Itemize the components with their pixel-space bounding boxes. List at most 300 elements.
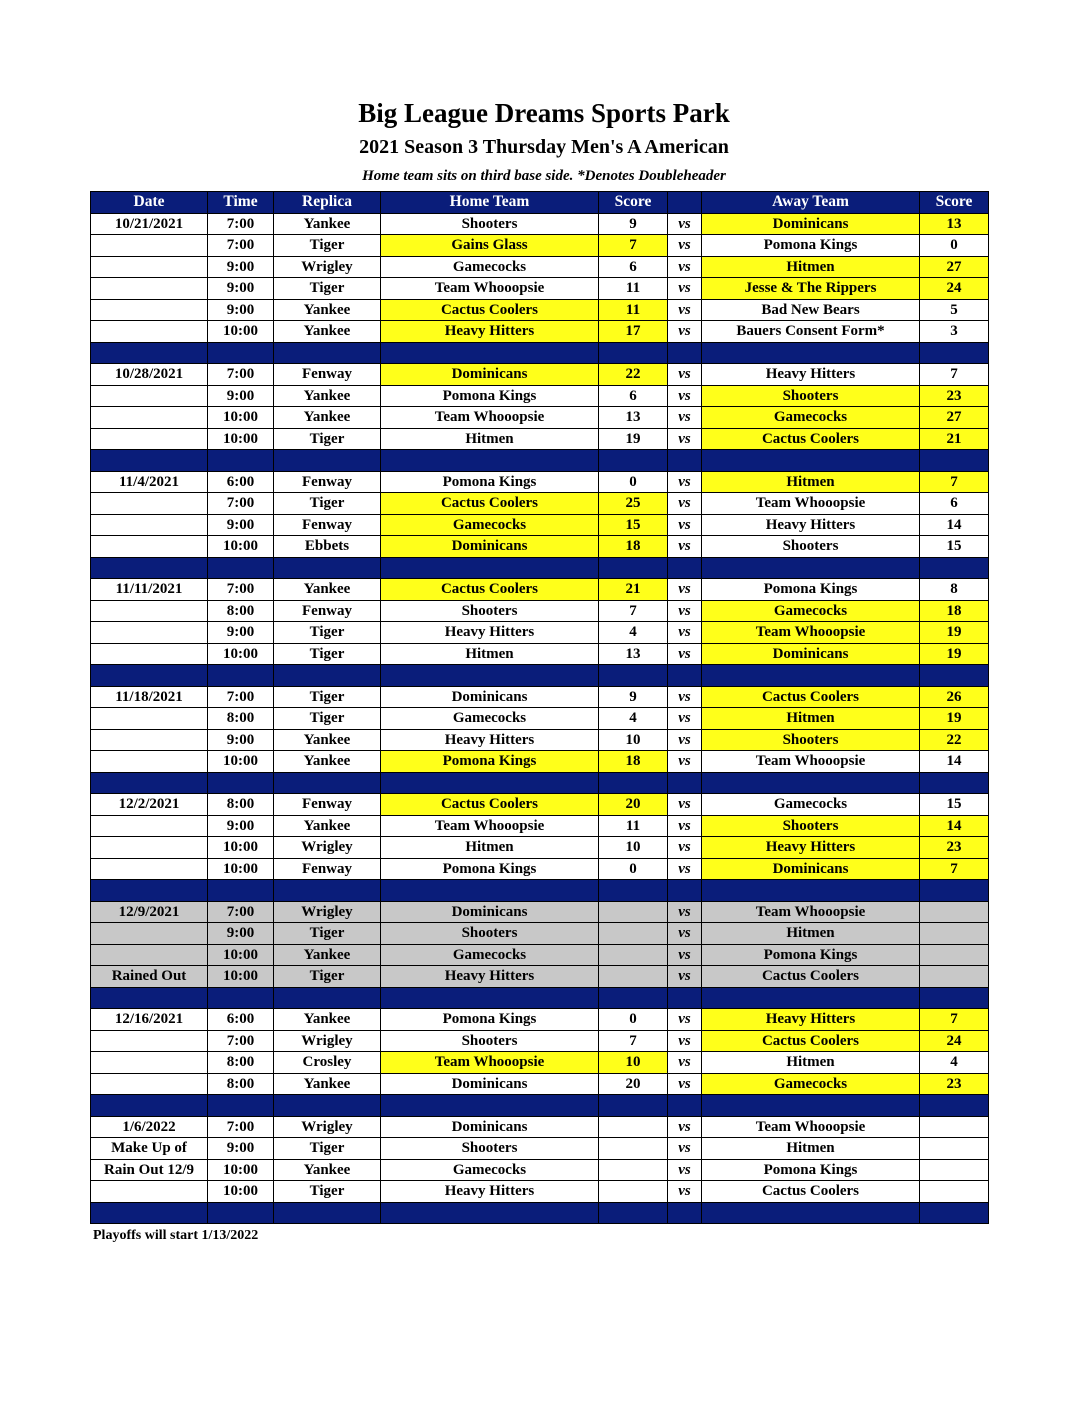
- home-team-cell: Pomona Kings: [381, 385, 599, 407]
- home-team-cell: Dominicans: [381, 536, 599, 558]
- time-cell: 9:00: [208, 278, 274, 300]
- date-cell: 12/2/2021: [91, 794, 208, 816]
- replica-cell: Wrigley: [274, 901, 381, 923]
- time-cell: 8:00: [208, 708, 274, 730]
- date-cell: 11/18/2021: [91, 686, 208, 708]
- home-team-cell: Gamecocks: [381, 944, 599, 966]
- home-team-cell: Cactus Coolers: [381, 299, 599, 321]
- home-team-cell: Pomona Kings: [381, 751, 599, 773]
- replica-cell: Fenway: [274, 514, 381, 536]
- replica-cell: Tiger: [274, 428, 381, 450]
- date-cell: [91, 1030, 208, 1052]
- date-cell: [91, 278, 208, 300]
- away-team-cell: Dominicans: [702, 643, 920, 665]
- date-cell: 11/11/2021: [91, 579, 208, 601]
- date-cell: [91, 407, 208, 429]
- away-team-cell: Team Whooopsie: [702, 901, 920, 923]
- date-cell: [91, 600, 208, 622]
- date-cell: [91, 256, 208, 278]
- home-score-cell: 10: [599, 729, 668, 751]
- separator-cell: [274, 987, 381, 1009]
- table-row: [91, 299, 989, 321]
- date-cell: 1/6/2022: [91, 1116, 208, 1138]
- home-score-cell: 25: [599, 493, 668, 515]
- away-team-cell: Hitmen: [702, 708, 920, 730]
- home-team-cell: Cactus Coolers: [381, 493, 599, 515]
- table-row: [91, 686, 989, 708]
- vs-label: vs: [668, 966, 702, 988]
- replica-cell: Tiger: [274, 235, 381, 257]
- replica-cell: Tiger: [274, 1181, 381, 1203]
- replica-cell: Yankee: [274, 944, 381, 966]
- time-cell: 6:00: [208, 471, 274, 493]
- time-cell: 10:00: [208, 944, 274, 966]
- separator-cell: [208, 987, 274, 1009]
- vs-label: vs: [668, 428, 702, 450]
- separator-cell: [91, 557, 208, 579]
- away-score-cell: 7: [920, 858, 989, 880]
- home-team-cell: Cactus Coolers: [381, 794, 599, 816]
- col-header-replica: Replica: [274, 192, 381, 214]
- separator-cell: [702, 1202, 920, 1224]
- home-score-cell: [599, 966, 668, 988]
- vs-label: vs: [668, 235, 702, 257]
- replica-cell: Yankee: [274, 213, 381, 235]
- home-score-cell: [599, 923, 668, 945]
- separator-cell: [920, 557, 989, 579]
- away-score-cell: 19: [920, 622, 989, 644]
- separator-cell: [274, 1095, 381, 1117]
- separator-cell: [920, 665, 989, 687]
- vs-label: vs: [668, 923, 702, 945]
- schedule-table: [90, 191, 989, 1224]
- table-row: [91, 966, 989, 988]
- replica-cell: Fenway: [274, 364, 381, 386]
- vs-label: vs: [668, 407, 702, 429]
- away-score-cell: 7: [920, 364, 989, 386]
- home-team-cell: Dominicans: [381, 364, 599, 386]
- away-score-cell: 21: [920, 428, 989, 450]
- separator-cell: [702, 665, 920, 687]
- table-row: [91, 235, 989, 257]
- table-row: [91, 213, 989, 235]
- separator-cell: [920, 1202, 989, 1224]
- replica-cell: Wrigley: [274, 1030, 381, 1052]
- col-header-home-score: Score: [599, 192, 668, 214]
- home-team-cell: Team Whooopsie: [381, 278, 599, 300]
- separator-cell: [91, 987, 208, 1009]
- vs-label: vs: [668, 385, 702, 407]
- separator-cell: [702, 342, 920, 364]
- away-team-cell: Cactus Coolers: [702, 1181, 920, 1203]
- replica-cell: Tiger: [274, 643, 381, 665]
- time-cell: 8:00: [208, 600, 274, 622]
- vs-label: vs: [668, 944, 702, 966]
- away-team-cell: Hitmen: [702, 923, 920, 945]
- separator-cell: [668, 880, 702, 902]
- replica-cell: Yankee: [274, 1073, 381, 1095]
- vs-label: vs: [668, 1181, 702, 1203]
- home-team-cell: Shooters: [381, 600, 599, 622]
- home-score-cell: 22: [599, 364, 668, 386]
- home-score-cell: 4: [599, 622, 668, 644]
- table-row: [91, 1073, 989, 1095]
- home-score-cell: 9: [599, 686, 668, 708]
- home-score-cell: 18: [599, 536, 668, 558]
- away-team-cell: Gamecocks: [702, 794, 920, 816]
- replica-cell: Yankee: [274, 385, 381, 407]
- away-team-cell: Cactus Coolers: [702, 686, 920, 708]
- table-header-row: [91, 192, 989, 214]
- away-score-cell: 14: [920, 751, 989, 773]
- date-cell: [91, 944, 208, 966]
- separator-cell: [668, 987, 702, 1009]
- time-cell: 9:00: [208, 815, 274, 837]
- separator-cell: [208, 1095, 274, 1117]
- time-cell: 10:00: [208, 321, 274, 343]
- table-row: [91, 858, 989, 880]
- away-team-cell: Heavy Hitters: [702, 1009, 920, 1031]
- away-team-cell: Pomona Kings: [702, 579, 920, 601]
- vs-label: vs: [668, 708, 702, 730]
- separator-cell: [381, 557, 599, 579]
- away-team-cell: Pomona Kings: [702, 944, 920, 966]
- vs-label: vs: [668, 1073, 702, 1095]
- home-team-cell: Gains Glass: [381, 235, 599, 257]
- separator-cell: [668, 1095, 702, 1117]
- vs-label: vs: [668, 686, 702, 708]
- away-score-cell: 0: [920, 235, 989, 257]
- table-row: [91, 622, 989, 644]
- replica-cell: Fenway: [274, 858, 381, 880]
- separator-cell: [599, 342, 668, 364]
- away-team-cell: Bad New Bears: [702, 299, 920, 321]
- table-row: [91, 923, 989, 945]
- time-cell: 10:00: [208, 643, 274, 665]
- away-score-cell: 23: [920, 837, 989, 859]
- home-team-cell: Dominicans: [381, 1073, 599, 1095]
- home-team-cell: Team Whooopsie: [381, 815, 599, 837]
- separator-cell: [599, 1095, 668, 1117]
- table-row: [91, 901, 989, 923]
- vs-label: vs: [668, 1159, 702, 1181]
- away-team-cell: Shooters: [702, 385, 920, 407]
- time-cell: 7:00: [208, 1116, 274, 1138]
- away-team-cell: Hitmen: [702, 471, 920, 493]
- table-row: [91, 1138, 989, 1160]
- away-team-cell: Heavy Hitters: [702, 837, 920, 859]
- away-team-cell: Team Whooopsie: [702, 493, 920, 515]
- separator-cell: [599, 880, 668, 902]
- separator-cell: [381, 1095, 599, 1117]
- away-score-cell: [920, 944, 989, 966]
- away-score-cell: 19: [920, 643, 989, 665]
- separator-cell: [920, 1095, 989, 1117]
- date-cell: 10/28/2021: [91, 364, 208, 386]
- page-subtitle: 2021 Season 3 Thursday Men's A American: [359, 136, 729, 158]
- date-cell: [91, 643, 208, 665]
- separator-cell: [702, 450, 920, 472]
- separator-cell: [208, 665, 274, 687]
- separator-row: [91, 1095, 989, 1117]
- replica-cell: Tiger: [274, 686, 381, 708]
- home-score-cell: 7: [599, 235, 668, 257]
- replica-cell: Wrigley: [274, 837, 381, 859]
- col-header-away-team: Away Team: [702, 192, 920, 214]
- away-score-cell: 14: [920, 514, 989, 536]
- date-cell: [91, 536, 208, 558]
- separator-cell: [381, 987, 599, 1009]
- home-team-cell: Gamecocks: [381, 514, 599, 536]
- home-team-cell: Hitmen: [381, 428, 599, 450]
- away-score-cell: 26: [920, 686, 989, 708]
- away-team-cell: Jesse & The Rippers: [702, 278, 920, 300]
- home-team-cell: Dominicans: [381, 686, 599, 708]
- vs-label: vs: [668, 536, 702, 558]
- vs-label: vs: [668, 858, 702, 880]
- vs-label: vs: [668, 364, 702, 386]
- vs-label: vs: [668, 278, 702, 300]
- table-row: [91, 493, 989, 515]
- away-score-cell: 4: [920, 1052, 989, 1074]
- time-cell: 8:00: [208, 1073, 274, 1095]
- replica-cell: Fenway: [274, 471, 381, 493]
- away-score-cell: 8: [920, 579, 989, 601]
- separator-row: [91, 880, 989, 902]
- col-header-time: Time: [208, 192, 274, 214]
- separator-cell: [599, 987, 668, 1009]
- away-team-cell: Heavy Hitters: [702, 364, 920, 386]
- schedule-body: [91, 213, 989, 1224]
- replica-cell: Wrigley: [274, 1116, 381, 1138]
- footer-note: Playoffs will start 1/13/2022: [93, 1228, 259, 1243]
- vs-label: vs: [668, 1052, 702, 1074]
- away-score-cell: 7: [920, 1009, 989, 1031]
- time-cell: 9:00: [208, 299, 274, 321]
- away-score-cell: 27: [920, 407, 989, 429]
- away-score-cell: [920, 966, 989, 988]
- date-cell: 12/9/2021: [91, 901, 208, 923]
- time-cell: 7:00: [208, 686, 274, 708]
- home-score-cell: 6: [599, 385, 668, 407]
- home-score-cell: 7: [599, 600, 668, 622]
- time-cell: 10:00: [208, 966, 274, 988]
- replica-cell: Tiger: [274, 622, 381, 644]
- replica-cell: Tiger: [274, 708, 381, 730]
- time-cell: 9:00: [208, 385, 274, 407]
- away-team-cell: Shooters: [702, 536, 920, 558]
- separator-cell: [208, 557, 274, 579]
- away-score-cell: [920, 1159, 989, 1181]
- separator-row: [91, 1202, 989, 1224]
- date-cell: [91, 1052, 208, 1074]
- vs-label: vs: [668, 815, 702, 837]
- replica-cell: Yankee: [274, 751, 381, 773]
- home-team-cell: Gamecocks: [381, 256, 599, 278]
- time-cell: 10:00: [208, 1159, 274, 1181]
- table-row: [91, 751, 989, 773]
- vs-label: vs: [668, 579, 702, 601]
- home-score-cell: [599, 1181, 668, 1203]
- table-row: [91, 471, 989, 493]
- home-team-cell: Pomona Kings: [381, 471, 599, 493]
- home-score-cell: 21: [599, 579, 668, 601]
- date-cell: [91, 858, 208, 880]
- away-team-cell: Gamecocks: [702, 407, 920, 429]
- replica-cell: Yankee: [274, 579, 381, 601]
- time-cell: 9:00: [208, 622, 274, 644]
- separator-cell: [668, 557, 702, 579]
- away-team-cell: Heavy Hitters: [702, 514, 920, 536]
- vs-label: vs: [668, 622, 702, 644]
- separator-row: [91, 665, 989, 687]
- home-score-cell: 17: [599, 321, 668, 343]
- separator-cell: [91, 342, 208, 364]
- home-score-cell: 19: [599, 428, 668, 450]
- away-team-cell: Hitmen: [702, 256, 920, 278]
- home-score-cell: 9: [599, 213, 668, 235]
- time-cell: 9:00: [208, 514, 274, 536]
- vs-label: vs: [668, 600, 702, 622]
- separator-cell: [668, 665, 702, 687]
- home-team-cell: Gamecocks: [381, 708, 599, 730]
- away-score-cell: 6: [920, 493, 989, 515]
- away-score-cell: 14: [920, 815, 989, 837]
- table-row: [91, 321, 989, 343]
- away-team-cell: Dominicans: [702, 213, 920, 235]
- table-row: [91, 815, 989, 837]
- date-cell: [91, 837, 208, 859]
- away-score-cell: [920, 1138, 989, 1160]
- home-score-cell: 15: [599, 514, 668, 536]
- table-row: [91, 385, 989, 407]
- home-score-cell: 11: [599, 299, 668, 321]
- away-score-cell: [920, 1116, 989, 1138]
- away-team-cell: Pomona Kings: [702, 235, 920, 257]
- date-cell: [91, 428, 208, 450]
- time-cell: 10:00: [208, 751, 274, 773]
- time-cell: 10:00: [208, 837, 274, 859]
- separator-cell: [91, 772, 208, 794]
- date-cell: [91, 729, 208, 751]
- vs-label: vs: [668, 643, 702, 665]
- home-score-cell: [599, 944, 668, 966]
- table-row: [91, 407, 989, 429]
- home-team-cell: Shooters: [381, 1030, 599, 1052]
- separator-cell: [702, 1095, 920, 1117]
- away-score-cell: 27: [920, 256, 989, 278]
- separator-cell: [920, 880, 989, 902]
- replica-cell: Yankee: [274, 1009, 381, 1031]
- away-score-cell: 7: [920, 471, 989, 493]
- home-team-cell: Dominicans: [381, 1116, 599, 1138]
- home-team-cell: Heavy Hitters: [381, 1181, 599, 1203]
- table-row: [91, 837, 989, 859]
- away-score-cell: 5: [920, 299, 989, 321]
- home-score-cell: 7: [599, 1030, 668, 1052]
- home-team-cell: Heavy Hitters: [381, 729, 599, 751]
- away-score-cell: 23: [920, 1073, 989, 1095]
- vs-label: vs: [668, 901, 702, 923]
- separator-cell: [381, 772, 599, 794]
- home-score-cell: [599, 1159, 668, 1181]
- replica-cell: Fenway: [274, 794, 381, 816]
- home-team-cell: Heavy Hitters: [381, 321, 599, 343]
- away-score-cell: 22: [920, 729, 989, 751]
- separator-cell: [668, 342, 702, 364]
- away-score-cell: 13: [920, 213, 989, 235]
- time-cell: 10:00: [208, 858, 274, 880]
- home-team-cell: Pomona Kings: [381, 1009, 599, 1031]
- home-score-cell: 6: [599, 256, 668, 278]
- home-score-cell: 0: [599, 1009, 668, 1031]
- table-row: [91, 579, 989, 601]
- vs-label: vs: [668, 471, 702, 493]
- time-cell: 7:00: [208, 1030, 274, 1052]
- replica-cell: Tiger: [274, 1138, 381, 1160]
- time-cell: 7:00: [208, 901, 274, 923]
- col-header-vs: [668, 192, 702, 214]
- date-cell: [91, 622, 208, 644]
- separator-cell: [668, 772, 702, 794]
- separator-cell: [599, 557, 668, 579]
- away-team-cell: Cactus Coolers: [702, 1030, 920, 1052]
- home-score-cell: [599, 901, 668, 923]
- home-team-cell: Shooters: [381, 213, 599, 235]
- time-cell: 7:00: [208, 579, 274, 601]
- page-note: Home team sits on third base side. *Denotes Doubleheader: [362, 168, 726, 184]
- date-cell: [91, 751, 208, 773]
- home-team-cell: Hitmen: [381, 643, 599, 665]
- separator-cell: [208, 772, 274, 794]
- away-score-cell: 23: [920, 385, 989, 407]
- away-score-cell: 15: [920, 794, 989, 816]
- time-cell: 9:00: [208, 1138, 274, 1160]
- home-team-cell: Hitmen: [381, 837, 599, 859]
- separator-row: [91, 987, 989, 1009]
- time-cell: 9:00: [208, 923, 274, 945]
- table-row: [91, 256, 989, 278]
- col-header-away-score: Score: [920, 192, 989, 214]
- home-score-cell: 20: [599, 1073, 668, 1095]
- vs-label: vs: [668, 1030, 702, 1052]
- home-team-cell: Team Whooopsie: [381, 1052, 599, 1074]
- home-team-cell: Dominicans: [381, 901, 599, 923]
- replica-cell: Yankee: [274, 299, 381, 321]
- vs-label: vs: [668, 1138, 702, 1160]
- time-cell: 7:00: [208, 235, 274, 257]
- date-cell: [91, 321, 208, 343]
- separator-cell: [599, 450, 668, 472]
- date-cell: 12/16/2021: [91, 1009, 208, 1031]
- home-score-cell: [599, 1116, 668, 1138]
- separator-cell: [208, 1202, 274, 1224]
- date-cell: Rain Out 12/9: [91, 1159, 208, 1181]
- away-team-cell: Team Whooopsie: [702, 1116, 920, 1138]
- away-team-cell: Cactus Coolers: [702, 966, 920, 988]
- table-row: [91, 536, 989, 558]
- table-row: [91, 600, 989, 622]
- separator-cell: [274, 450, 381, 472]
- vs-label: vs: [668, 493, 702, 515]
- home-team-cell: Pomona Kings: [381, 858, 599, 880]
- replica-cell: Yankee: [274, 407, 381, 429]
- separator-cell: [274, 342, 381, 364]
- vs-label: vs: [668, 213, 702, 235]
- home-score-cell: 10: [599, 1052, 668, 1074]
- col-header-home-team: Home Team: [381, 192, 599, 214]
- date-cell: 10/21/2021: [91, 213, 208, 235]
